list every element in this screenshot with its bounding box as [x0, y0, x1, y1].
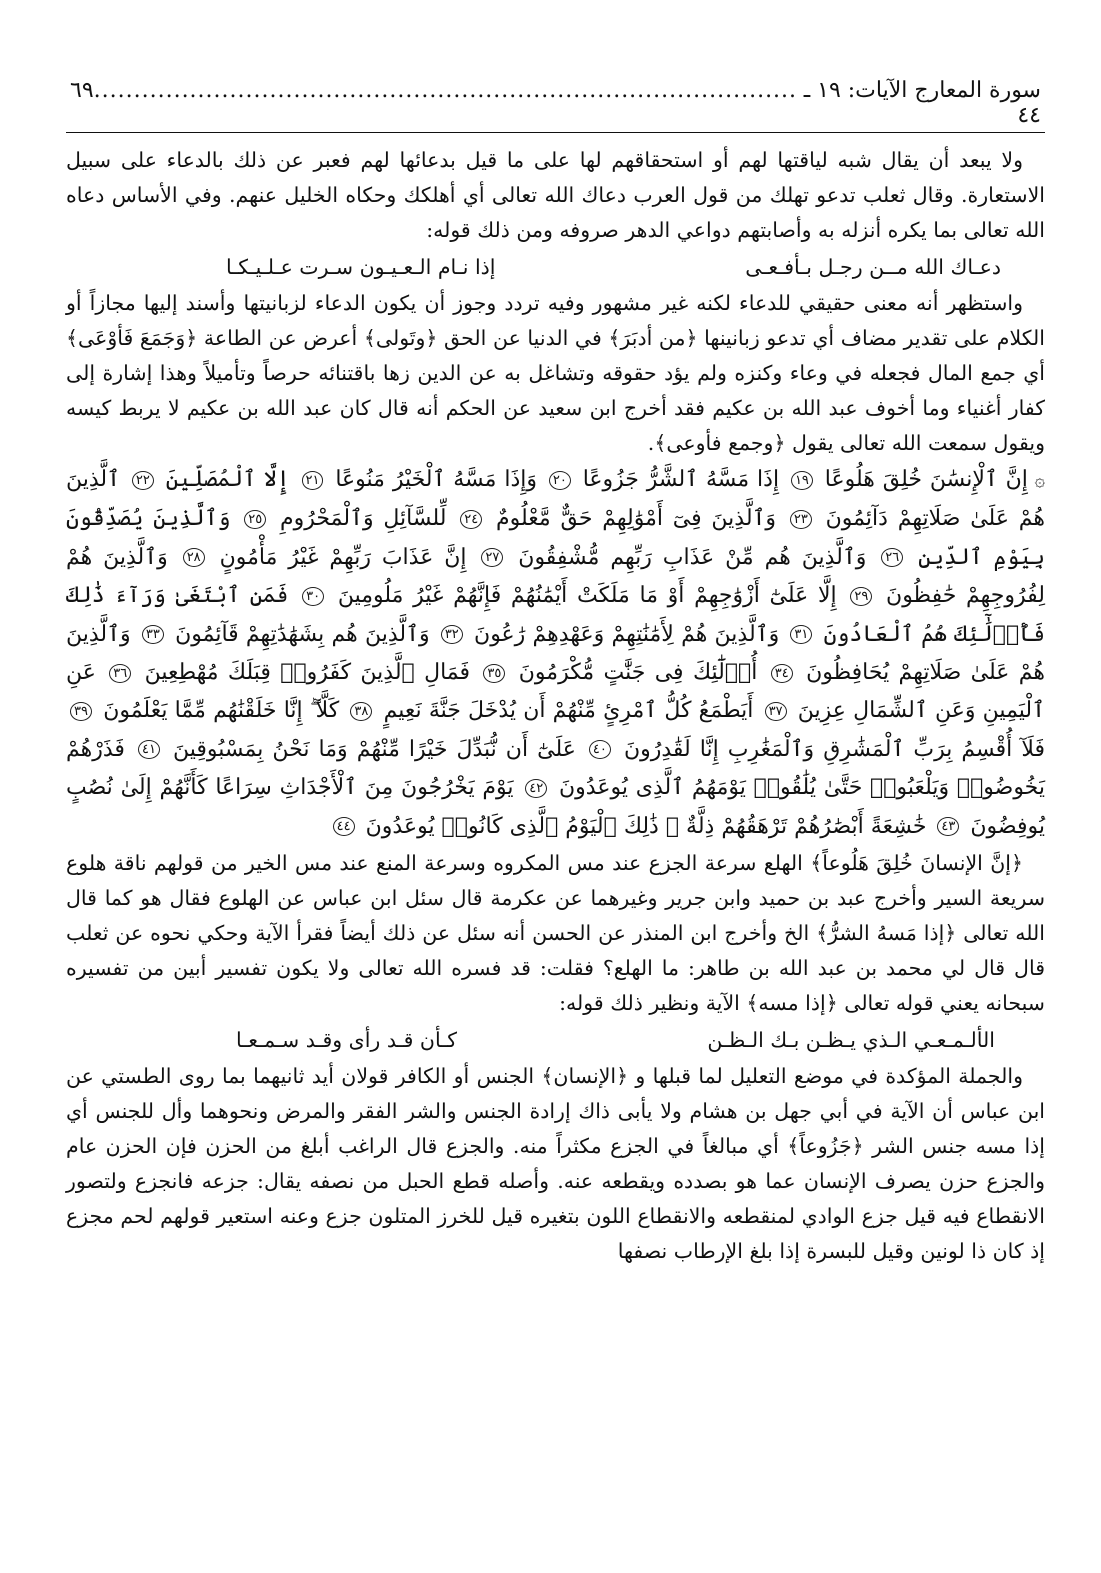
ayah-text: وَٱلَّذِينَ فِىٓ أَمْوَٰلِهِمْ حَقٌّ مَّعْلُومٌ — [496, 506, 777, 532]
ayah-number: ٤٢ — [525, 779, 547, 798]
poetry-verse — [66, 248, 1045, 286]
page-number: ٦٩ — [70, 78, 94, 103]
ayah-number: ٣١ — [790, 625, 812, 644]
ayah-text: إِلَّا ٱلْمُصَلِّينَ — [165, 467, 290, 492]
ayah-number: ٢٥ — [244, 510, 266, 529]
paragraph: واستظهر أنه معنى حقيقي للدعاء لكنه غير مشهور وفيه تردد وجوز أن يكون الدعاء لزبانيتها وأسند إليها مجازاً أو الكلام على تقدير مضاف أي تدعو زبانينها ﴿من أدبَرَ﴾ في الدنيا عن الحق ﴿وتَولى﴾ أعرض عن الطاعة ﴿وَجَمَعَ فَأوْعَى﴾ أي جمع المال فجعله في وعاء وكنزه ولم يؤد حقوقه وتشاغل به عن الدين زها باقتنائه حرصاً وتأميلاً وهذا إشارة إلى كفار أغنياء وما أخوف عبد الله بن عكيم فقد أخرج ابن سعيد عن الحكم أنه قال كان عبد الله بن عكيم لا يربط كيسه ويقول سمعت الله تعالى يقول ﴿وجمع فأوعى﴾. — [66, 291, 1045, 455]
ayah-number: ٤٤ — [333, 817, 355, 836]
paragraph: والجملة المؤكدة في موضع التعليل لما قبلها و ﴿الإنسان﴾ الجنس أو الكافر قولان أيد ثانيهما بما روى الطستي عن ابن عباس أن الآية في أبي جهل بن هشام ولا يأبى ذاك إرادة الجنس والشر الفقر والمرض ونحوهما وأل للجنس أي إذا مسه جنس الشر ﴿جَزُوعاً﴾ أي مبالغاً في الجزع مكثراً منه. والجزع قال الراغب أبلغ من الحزن فإن الحزن عام والجزع حزن يصرف الإنسان عما هو بصدده ويقطعه عنه. وأصله قطع الحبل من نصفه يقال: جزعه فانجزع ولتصور الانقطاع فيه قيل جزع الوادي لمنقطعه والانقطاع اللون بتغيره قيل للخرز المتلون جزع وعنه استعير قولهم لحم مجزع إذ كان ذا لونين وقيل للبسرة إذا بلغ الإرطاب نصفها — [66, 1064, 1045, 1264]
ayah-text: وَٱلَّذِينَ هُمْ لِأَمَٰنَٰتِهِمْ وَعَهْدِهِمْ رَٰعُونَ — [474, 621, 780, 647]
paragraph: ولا يبعد أن يقال شبه لياقتها لهم أو استحقاقهم لها على ما قيل بدعائها لهم فعبر عن ذلك بالدعاء على سبيل الاستعارة. وقال ثعلب تدعو تهلك من قول العرب دعاك الله تعالى أي أهلكك وحكاه الخليل عنهم. وفي الأساس دعاه الله تعالى بما يكره أنزله به وأصابتهم دواعي الدهر صروفه ومن ذلك قوله: — [66, 148, 1045, 242]
ayah-number: ٣٦ — [109, 664, 131, 683]
ayah-number: ٣٠ — [302, 587, 324, 606]
ayah-text: إِنَّ ٱلْإِنسَٰنَ خُلِقَ هَلُوعًا — [824, 467, 1028, 492]
ayah-text: لِّلسَّآئِلِ وَٱلْمَحْرُومِ — [280, 506, 447, 532]
ayah-text: فَمَالِ ٱلَّذِينَ كَفَرُوا۟ قِبَلَكَ مُهْطِعِينَ — [144, 660, 471, 686]
ayah-number: ٣٧ — [765, 702, 787, 721]
ayah-text: عَنِ ٱلْيَمِينِ وَعَنِ ٱلشِّمَالِ عِزِينَ — [66, 660, 1046, 724]
ayah-number: ٣٢ — [441, 625, 463, 644]
hemistich-right: دعـاك الله مــن رجـل بـأفـعـى — [745, 255, 1001, 279]
ayah-number: ٤٣ — [937, 817, 959, 836]
ayah-text: أَيَطْمَعُ كُلُّ ٱمْرِئٍ مِّنْهُمْ أَن يُدْخَلَ جَنَّةَ نَعِيمٍ — [383, 698, 754, 724]
paragraph: ﴿إنَّ الإنسانَ خُلِقَ هَلُوعاً﴾ الهلع سرعة الجزع عند مس المكروه وسرعة المنع عند مس الخير من قولهم ناقة هلوع سريعة السير وأخرج عبد بن حميد وابن جرير وغيرهما عن عكرمة قال سئل ابن عباس عن الهلوع فقال هو كما قال الله تعالى ﴿إذا مَسهُ الشرُّ﴾ الخ وأخرج ابن المنذر عن الحسن أنه سئل عن ذلك أيضاً فقرأ الآية وحكي نحوه عن ثعلب قال قال لي محمد بن عبد الله بن طاهر: ما الهلع؟ فقلت: قد فسره الله تعالى ولا يكون تفسير أبين من تفسيره سبحانه يعني قوله تعالى ﴿إذا مسه﴾ الآية ونظير ذلك قوله: — [66, 851, 1045, 1016]
ayah-text: إِلَّا عَلَىٰٓ أَزْوَٰجِهِمْ أَوْ مَا مَلَكَتْ أَيْمَٰنُهُمْ فَإِنَّهُمْ غَيْرُ مَلُومِينَ — [337, 583, 837, 609]
ayah-text: يَوْمَ يَخْرُجُونَ مِنَ ٱلْأَجْدَاثِ سِرَاعًا كَأَنَّهُمْ إِلَىٰ نُصُبٍ يُوفِضُونَ — [66, 775, 1045, 839]
ayah-text: وَٱلَّذِينَ هُمْ لِفُرُوجِهِمْ حَٰفِظُونَ — [66, 544, 1045, 609]
ayah-text: أُو۟لَٰٓئِكَ فِى جَنَّٰتٍ مُّكْرَمُونَ — [518, 660, 758, 686]
ayah-text: فَمَنِ ٱبْتَغَىٰ وَرَآءَ ذَٰلِكَ فَأُو۟لَٰٓئِكَ هُمُ ٱلْعَادُونَ — [66, 583, 1045, 647]
poetry-verse — [66, 1021, 1045, 1059]
ayah-text: فَذَرْهُمْ يَخُوضُوا۟ وَيَلْعَبُوا۟ حَتَّىٰ يُلَٰقُوا۟ يَوْمَهُمُ ٱلَّذِى يُوعَدُونَ — [66, 736, 1046, 801]
hemistich-left: كـأن قـد رأى وقـد سـمـعـا — [236, 1028, 457, 1053]
hemistich-left: إذا نـام الـعـيـون سـرت عـلـيـكـا — [226, 255, 496, 279]
ayah-number: ٢٣ — [790, 510, 812, 529]
ornament-icon: ۞ — [1027, 470, 1046, 491]
ayah-text: وَإِذَا مَسَّهُ ٱلْخَيْرُ مَنُوعًا — [335, 467, 537, 492]
ayah-number: ٢٠ — [549, 471, 571, 490]
ayah-number: ٣٨ — [350, 702, 372, 721]
ayah-text: وَٱلَّذِينَ يُصَدِّقُونَ بِيَوْمِ ٱلدِّينِ — [66, 506, 1046, 570]
ayah-number: ٤١ — [138, 740, 160, 759]
ayah-number: ٢١ — [302, 471, 324, 490]
ayah-number: ٣٣ — [142, 625, 164, 644]
ayah-text: خَٰشِعَةً أَبْصَٰرُهُمْ تَرْهَقُهُمْ ذِلَّةٌ ۚ ذَٰلِكَ ٱلْيَوْمُ ٱلَّذِى كَانُوا۟ يُوعَدُونَ — [365, 813, 927, 839]
ayah-text: وَٱلَّذِينَ هُمْ عَلَىٰ صَلَاتِهِمْ يُحَافِظُونَ — [66, 621, 1046, 686]
ayah-text: إِذَا مَسَّهُ ٱلشَّرُّ جَزُوعًا — [582, 467, 780, 492]
ayah-number: ٣٩ — [70, 702, 92, 721]
ayah-number: ٣٤ — [771, 664, 793, 683]
ayah-text: فَلَآ أُقْسِمُ بِرَبِّ ٱلْمَشَٰرِقِ وَٱلْمَغَٰرِبِ إِنَّا لَقَٰدِرُونَ — [623, 736, 1045, 762]
quran-passage — [66, 461, 1045, 846]
surah-title: سورة المعارج الآيات: ١٩ ـ ٤٤ — [803, 78, 1041, 128]
ayah-number: ٢٢ — [132, 471, 154, 490]
ayah-text: ٱلَّذِينَ هُمْ عَلَىٰ صَلَاتِهِمْ دَآئِمُونَ — [66, 467, 1045, 532]
ayah-number: ١٩ — [791, 471, 813, 490]
ayah-text: إِنَّ عَذَابَ رَبِّهِمْ غَيْرُ مَأْمُونٍ — [219, 544, 467, 570]
ayah-number: ٢٤ — [460, 510, 482, 529]
ayah-text: وَٱلَّذِينَ هُم مِّنْ عَذَابِ رَبِّهِم مُّشْفِقُونَ — [518, 544, 867, 570]
running-header — [66, 78, 1045, 133]
ayah-number: ٤٠ — [589, 740, 611, 759]
ayah-number: ٢٧ — [481, 548, 503, 567]
ayah-text: وَٱلَّذِينَ هُم بِشَهَٰدَٰتِهِمْ قَآئِمُونَ — [175, 621, 430, 647]
ayah-text: كَلَّآ ۖ إِنَّا خَلَقْنَٰهُم مِّمَّا يَعْلَمُونَ — [103, 698, 340, 724]
leader-dots: ........................................................................................ — [93, 78, 798, 103]
ayah-number: ٢٦ — [881, 548, 903, 567]
ayah-number: ٢٩ — [850, 587, 872, 606]
ayah-number: ٢٨ — [183, 548, 205, 567]
ayah-number: ٣٥ — [483, 664, 505, 683]
hemistich-right: الألـمـعـي الـذي يـظـن بـك الـظـن — [707, 1028, 995, 1053]
ayah-text: عَلَىٰٓ أَن نُّبَدِّلَ خَيْرًا مِّنْهُمْ وَمَا نَحْنُ بِمَسْبُوقِينَ — [173, 736, 576, 762]
